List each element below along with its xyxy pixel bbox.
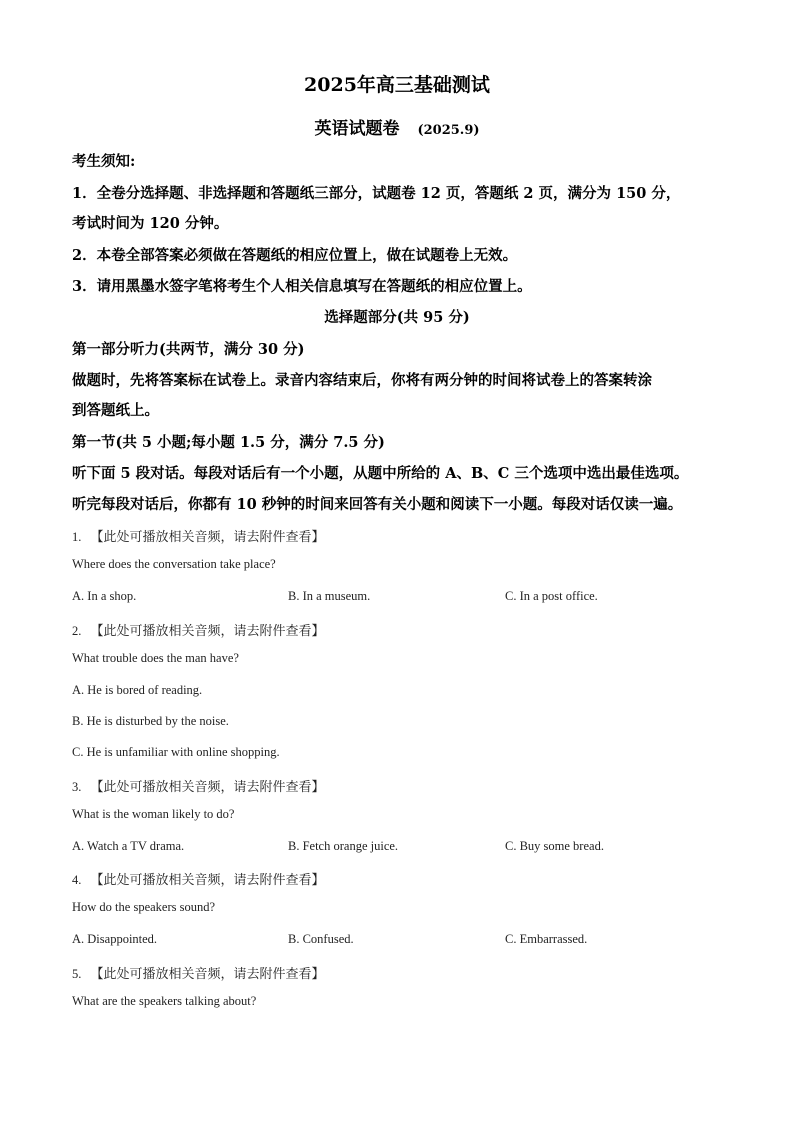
sub1-title: 第一节(共 5 小题;每小题 1.5 分，满分 7.5 分) [72, 434, 385, 451]
question-number: 4. [72, 873, 82, 887]
question-4-option-c: C. Embarrassed. [505, 932, 588, 946]
question-3-option-b: B. Fetch orange juice. [288, 839, 399, 853]
question-4-option-a: A. Disappointed. [72, 932, 158, 946]
notice-item-3: 3．请用黑墨水签字笔将考生个人相关信息填写在答题纸的相应位置上。 [72, 278, 532, 295]
exam-date: (2025.9) [417, 123, 480, 138]
question-2-stem: What trouble does the man have? [72, 651, 239, 665]
part1-title: 第一部分听力(共两节，满分 30 分) [72, 341, 305, 358]
audio-placeholder[interactable]: 【此处可播放相关音频，请去附件查看】 [90, 873, 325, 888]
question-number: 5. [72, 967, 82, 981]
question-4-option-b: B. Confused. [288, 932, 354, 946]
audio-placeholder[interactable]: 【此处可播放相关音频，请去附件查看】 [90, 967, 325, 982]
exam-title: 2025年高三基础测试 [304, 74, 490, 96]
question-4-audio-row [72, 869, 325, 888]
part1-desc-line-1: 做题时，先将答案标在试卷上。录音内容结束后，你将有两分钟的时间将试卷上的答案转涂 [72, 372, 652, 389]
notice-item-1-line-2: 考试时间为 120 分钟。 [72, 215, 229, 232]
sub1-desc-line-2: 听完每段对话后，你都有 10 秒钟的时间来回答有关小题和阅读下一小题。每段对话仅读一遍。 [72, 496, 683, 513]
question-3-audio-row [72, 776, 325, 795]
question-3-stem: What is the woman likely to do? [72, 807, 235, 821]
question-4-stem: How do the speakers sound? [72, 900, 216, 914]
notice-heading: 考生须知: [72, 153, 136, 170]
question-2-audio-row [72, 620, 325, 639]
question-number: 3. [72, 780, 82, 794]
question-number: 1. [72, 530, 82, 544]
question-1-audio-row [72, 526, 325, 545]
notice-item-1-line-1: 1．全卷分选择题、非选择题和答题纸三部分，试题卷 12 页，答题纸 2 页，满分为 150 分， [72, 185, 681, 202]
question-2-option-b: B. He is disturbed by the noise. [72, 714, 229, 728]
audio-placeholder[interactable]: 【此处可播放相关音频，请去附件查看】 [90, 530, 325, 545]
question-1-stem: Where does the conversation take place? [72, 557, 276, 571]
audio-placeholder[interactable]: 【此处可播放相关音频，请去附件查看】 [90, 624, 325, 639]
question-number: 2. [72, 624, 82, 638]
question-5-audio-row [72, 963, 325, 982]
notice-item-2: 2．本卷全部答案必须做在答题纸的相应位置上，做在试题卷上无效。 [72, 247, 518, 264]
question-1-option-c: C. In a post office. [505, 589, 598, 603]
question-5-stem: What are the speakers talking about? [72, 994, 257, 1008]
exam-subtitle: 英语试题卷 [314, 119, 400, 139]
question-1-option-a: A. In a shop. [72, 589, 137, 603]
section-title: 选择题部分(共 95 分) [324, 309, 470, 326]
question-2-option-c: C. He is unfamiliar with online shopping. [72, 745, 280, 759]
question-1-option-b: B. In a museum. [288, 589, 371, 603]
audio-placeholder[interactable]: 【此处可播放相关音频，请去附件查看】 [90, 780, 325, 795]
part1-desc-line-2: 到答题纸上。 [72, 402, 159, 419]
question-3-option-c: C. Buy some bread. [505, 839, 604, 853]
exam-subtitle-row [0, 114, 794, 139]
question-2-option-a: A. He is bored of reading. [72, 683, 203, 697]
sub1-desc-line-1: 听下面 5 段对话。每段对话后有一个小题，从题中所给的 A、B、C 三个选项中选出最佳选项。 [72, 465, 689, 482]
question-3-option-a: A. Watch a TV drama. [72, 839, 185, 853]
